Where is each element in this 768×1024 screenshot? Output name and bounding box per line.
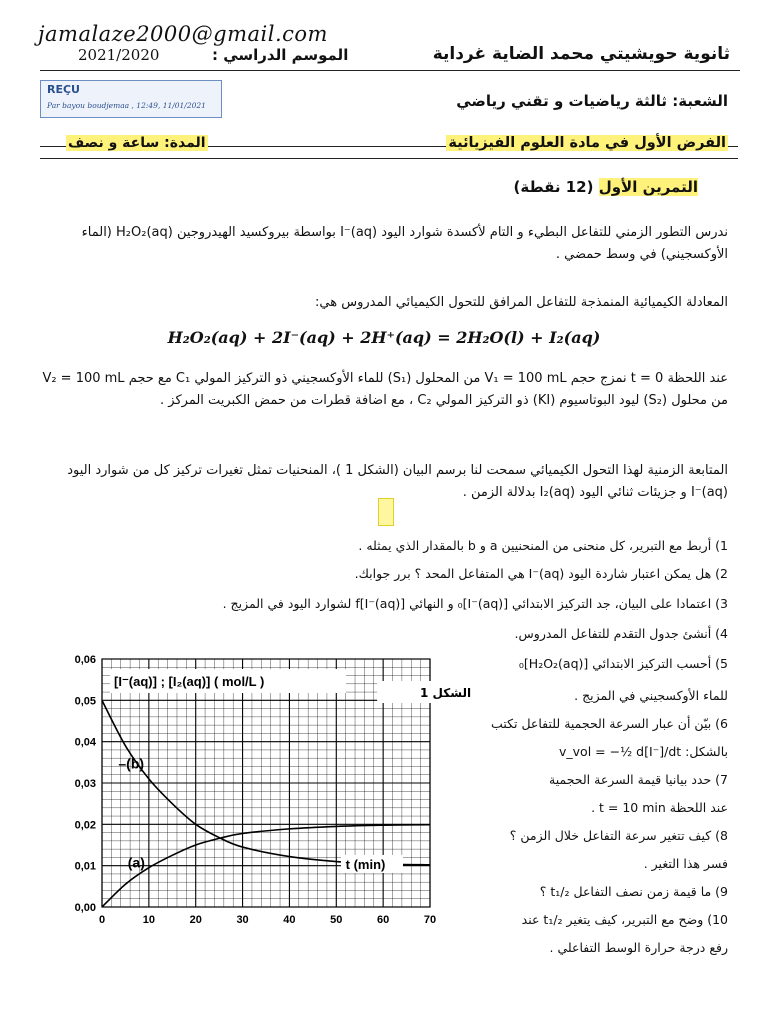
intro-paragraph: ندرس التطور الزمني للتفاعل البطيء و التام لأكسدة شوارد اليود I⁻(aq) بواسطة بيروكسيد الهيدروجين H₂O₂(aq) (الماء الأوكسجيني) في وسط حمضي . xyxy=(81,225,728,262)
exam-title: الفرض الأول في مادة العلوم الفيزيائية xyxy=(448,135,726,151)
x-tick-label: 60 xyxy=(377,914,390,926)
question-8: 8) كيف تتغير سرعة التفاعل خلال الزمن ؟ xyxy=(509,828,728,843)
school-name: ثانوية حويشيتي محمد الضاية غرداية xyxy=(432,44,730,64)
y-tick-label: 0,02 xyxy=(74,819,96,832)
question-3: 3) اعتمادا على البيان، جد التركيز الابتدائي [I⁻(aq)]₀ و النهائي [I⁻(aq)]f لشوارد اليود في المزيج . xyxy=(222,596,728,611)
question-2: 2) هل يمكن اعتبار شاردة اليود I⁻(aq) هي المتفاعل المحد ؟ برر جوابك. xyxy=(354,566,728,581)
exercise-points: (12 نقطة) xyxy=(513,178,594,196)
mixing-paragraph: عند اللحظة t = 0 نمزج حجم V₁ = 100 mL من المحلول (S₁) للماء الأوكسجيني ذو التركيز المولي C₁ مع حجم V₂ = 100 mL من محلول (S₂) ليود البوتاسيوم (KI) ذو التركيز المولي C₂ ، مع اضافة قطرات من حمض الكبريت المركز . xyxy=(42,371,728,408)
duration-label: المدة: ساعة و نصف xyxy=(68,135,206,151)
x-tick-label: 50 xyxy=(330,914,343,926)
divider-bottom xyxy=(40,158,738,159)
equation-intro: المعادلة الكيميائية المنمذجة للتفاعل المرافق للتحول الكيميائي المدروس هي: xyxy=(315,295,728,310)
follow-paragraph: المتابعة الزمنية لهذا التحول الكيميائي سمحت لنا برسم البيان (الشكل 1 )، المنحنيات تمثل تغيرات تركيز كل من شوارد اليود I⁻(aq) و جزيئات ثنائي اليود I₂(aq) بدلالة الزمن . xyxy=(67,463,728,500)
season-year: 2021/2020 xyxy=(78,46,160,64)
question-5: 5) أحسب التركيز الابتدائي [H₂O₂(aq)]₀ xyxy=(518,656,728,671)
branch-label: الشعبة: ثالثة رياضيات و تقني رياضي xyxy=(456,92,728,110)
header-rule xyxy=(40,70,740,71)
question-1: 1) أربط مع التبرير، كل منحنى من المنحنيين a و b بالمقدار الذي يمثله . xyxy=(358,538,728,553)
question-10: 10) وضح مع التبرير، كيف يتغير t₁/₂ عند xyxy=(521,912,728,927)
y-tick-label: 0,00 xyxy=(74,902,96,914)
y-tick-label: 0,06 xyxy=(74,654,96,666)
series-label-a: (a) xyxy=(127,854,145,871)
concentration-chart xyxy=(30,645,472,945)
highlight-marker xyxy=(378,498,394,526)
question-7: 7) حدد بيانيا قيمة السرعة الحجمية xyxy=(549,772,728,787)
question-7-cont: عند اللحظة t = 10 min . xyxy=(591,800,728,815)
x-tick-label: 20 xyxy=(189,914,202,926)
y-tick-label: 0,01 xyxy=(74,860,96,873)
season-label: الموسم الدراسي : xyxy=(212,46,349,64)
received-stamp xyxy=(40,80,222,118)
x-tick-label: 30 xyxy=(236,914,249,926)
x-tick-label: 40 xyxy=(283,914,296,926)
exercise-title-text: التمرين الأول xyxy=(598,178,698,196)
question-6: 6) بيّن أن عبار السرعة الحجمية للتفاعل تكتب xyxy=(491,716,728,731)
stamp-line: Par bayou boudjemaa , 12:49, 11/01/2021 xyxy=(47,101,206,110)
question-6-formula: بالشكل: v_vol = −½ d[I⁻]/dt xyxy=(559,744,728,759)
stamp-title: REÇU xyxy=(47,83,80,96)
question-5-cont: للماء الأوكسجيني في المزيج . xyxy=(574,688,728,703)
exercise-title xyxy=(514,178,698,196)
figure-label: الشكل 1 xyxy=(420,686,472,700)
y-tick-label: 0,05 xyxy=(74,695,96,708)
x-tick-label: 10 xyxy=(142,914,155,926)
email-handwritten: jamalaze2000@gmail.com xyxy=(38,22,328,46)
chemical-equation: H₂O₂(aq) + 2I⁻(aq) + 2H⁺(aq) = 2H₂O(l) + I₂(aq) xyxy=(167,328,601,347)
question-10-cont: رفع درجة حرارة الوسط التفاعلي . xyxy=(549,940,728,955)
x-tick-label: 0 xyxy=(98,914,106,926)
series-label-b: –(b) xyxy=(118,755,145,772)
y-tick-label: 0,03 xyxy=(74,778,96,790)
y-tick-label: 0,04 xyxy=(74,736,96,749)
question-9: 9) ما قيمة زمن نصف التفاعل t₁/₂ ؟ xyxy=(539,884,728,899)
question-4: 4) أنشئ جدول التقدم للتفاعل المدروس. xyxy=(514,626,728,641)
x-axis-label: t (min) xyxy=(345,856,386,872)
chart-title: [I⁻(aq)] ; [I₂(aq)] ( mol/L ) xyxy=(114,674,265,689)
x-tick-label: 70 xyxy=(423,914,437,926)
question-8-cont: فسر هذا التغير . xyxy=(643,856,728,871)
